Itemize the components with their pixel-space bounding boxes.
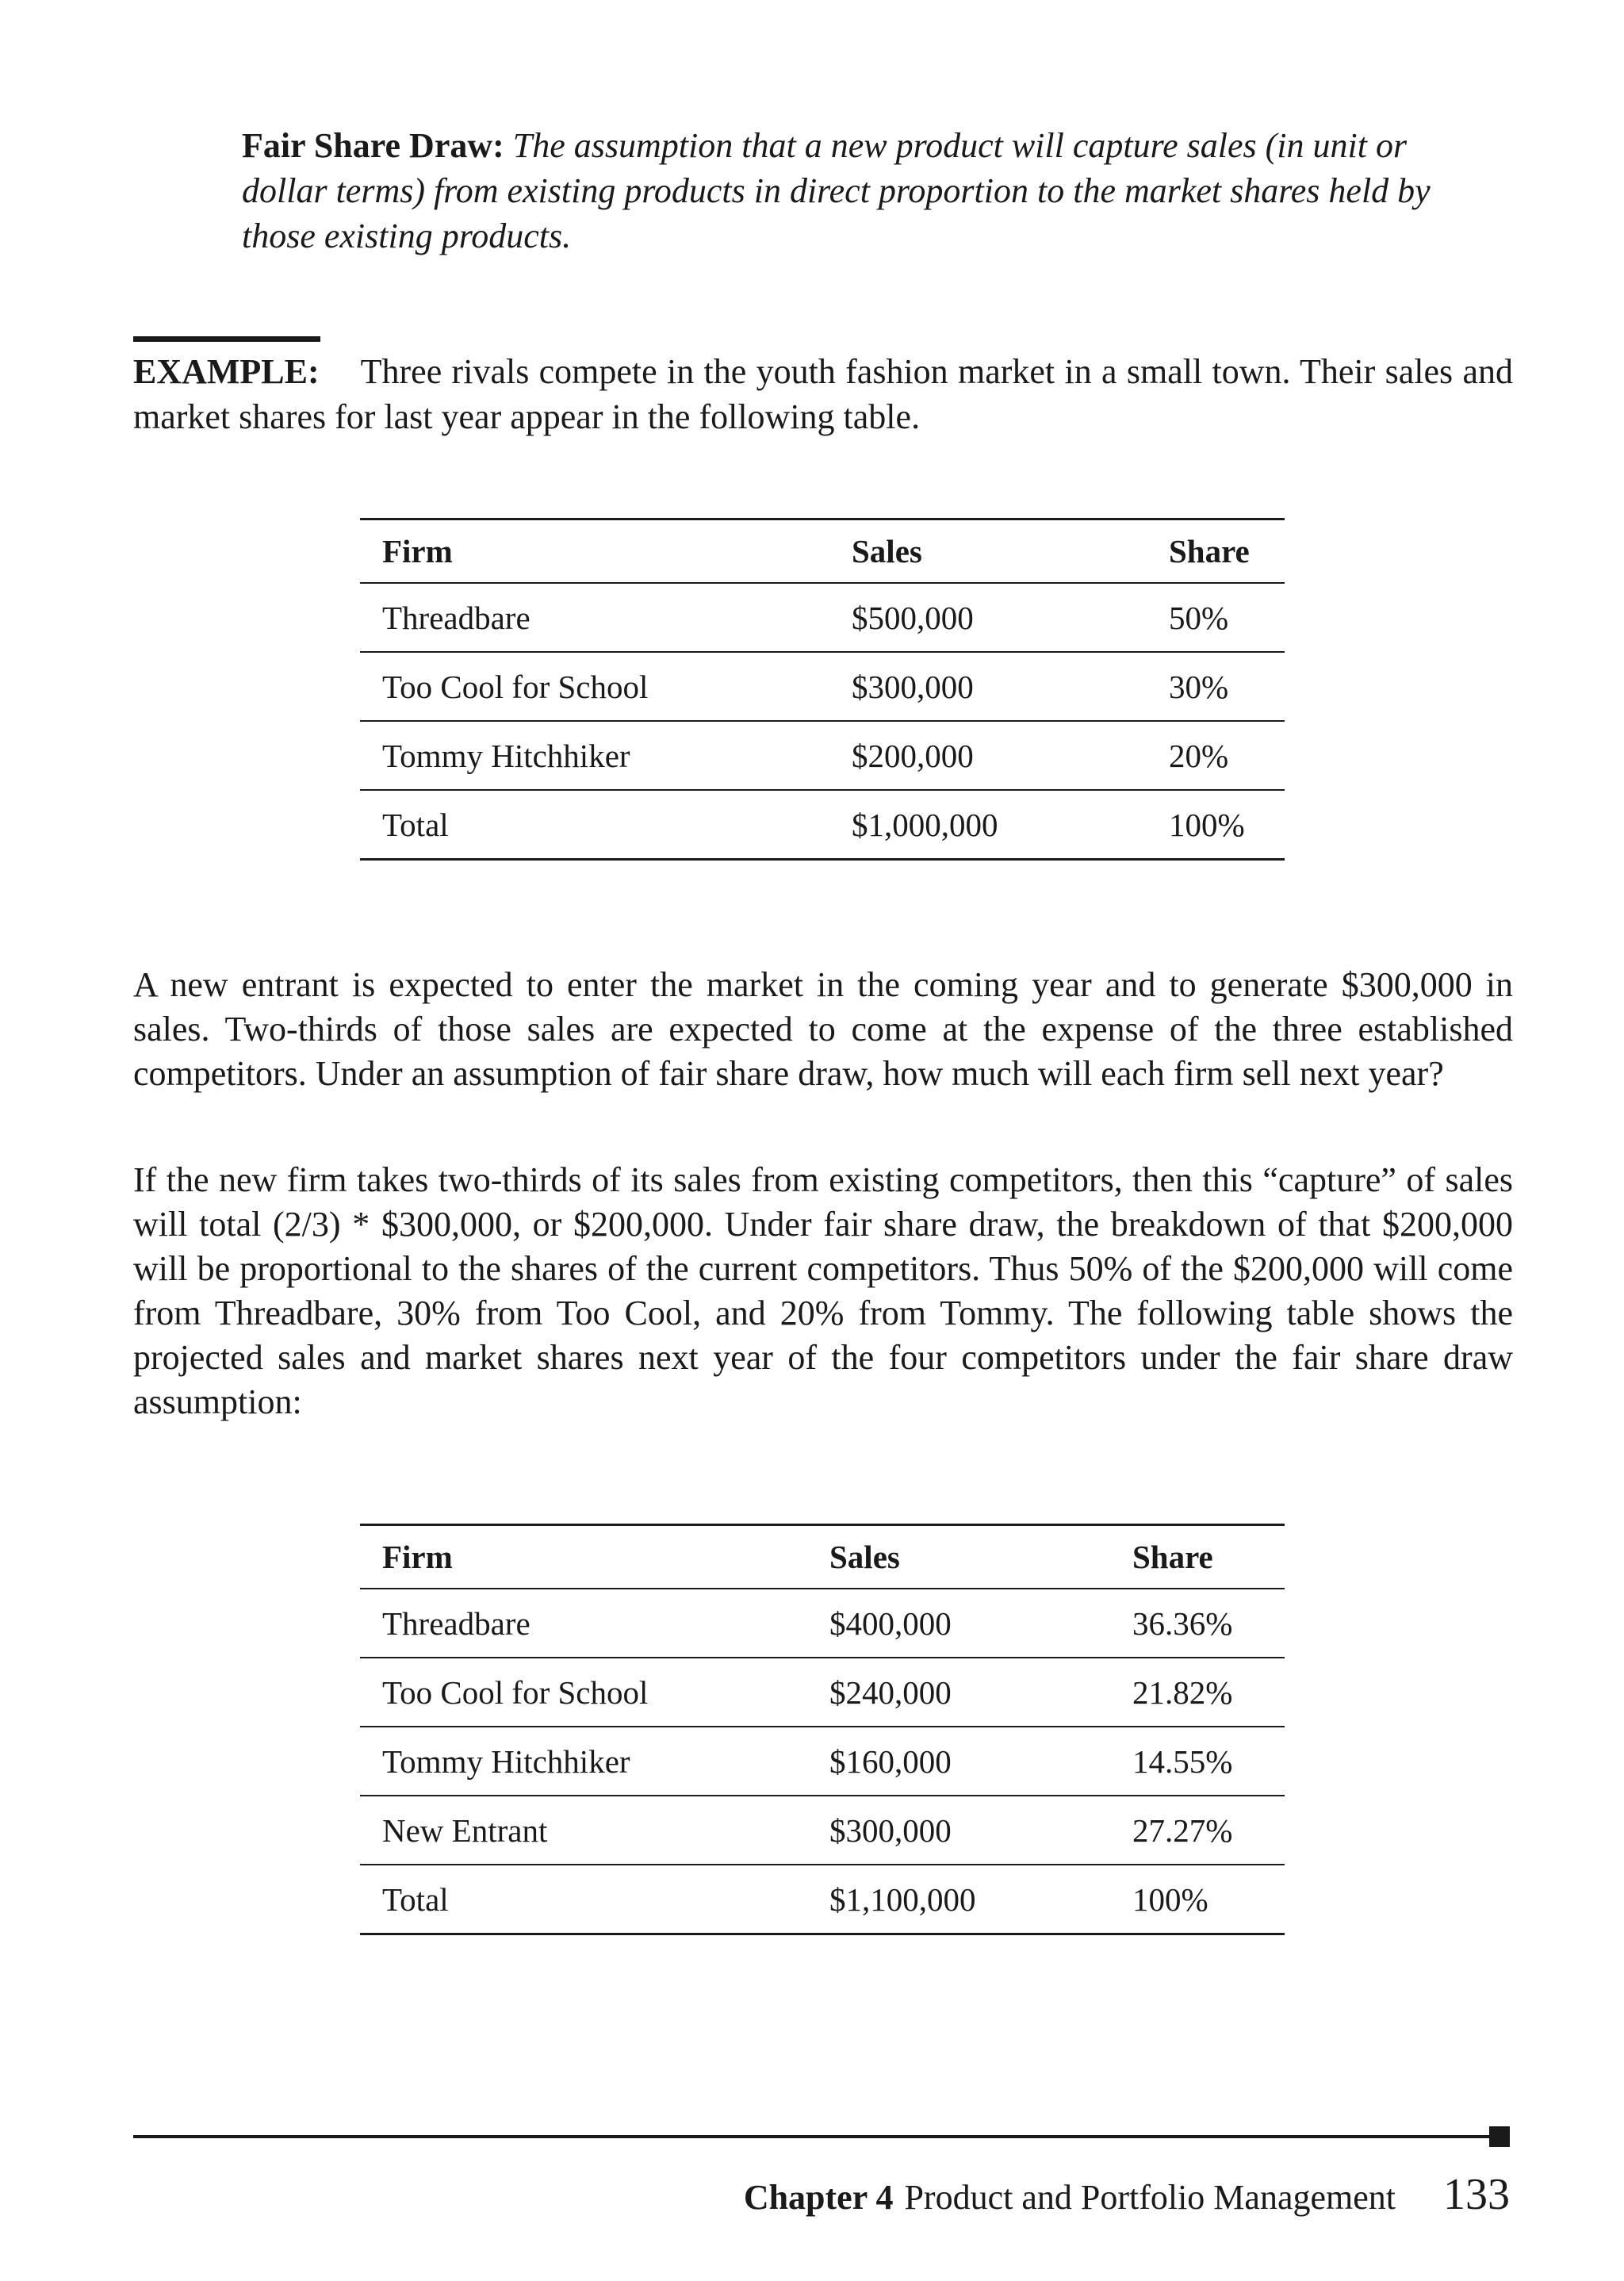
cell-share: 27.27% (1110, 1796, 1285, 1865)
definition-block (242, 123, 1487, 259)
table-row (360, 1796, 1285, 1865)
example-block (133, 349, 1513, 439)
cell-firm: Tommy Hitchhiker (360, 1727, 807, 1796)
table-row (360, 1658, 1285, 1727)
column-header-share: Share (1147, 519, 1285, 584)
cell-firm: New Entrant (360, 1796, 807, 1865)
column-header-firm: Firm (360, 1525, 807, 1589)
column-header-sales: Sales (807, 1525, 1110, 1589)
cell-share: 14.55% (1110, 1727, 1285, 1796)
cell-sales: $300,000 (807, 1796, 1110, 1865)
cell-sales: $240,000 (807, 1658, 1110, 1727)
column-header-sales: Sales (829, 519, 1147, 584)
cell-sales: $160,000 (807, 1727, 1110, 1796)
cell-share: 21.82% (1110, 1658, 1285, 1727)
table-row (360, 652, 1285, 721)
table-projected-shares (360, 1524, 1285, 1935)
cell-share: 50% (1147, 583, 1285, 652)
cell-sales: $400,000 (807, 1589, 1110, 1658)
table-row (360, 583, 1285, 652)
cell-share: 30% (1147, 652, 1285, 721)
cell-firm: Total (360, 1865, 807, 1934)
cell-firm: Tommy Hitchhiker (360, 721, 829, 790)
running-footer (744, 2169, 1510, 2220)
cell-share: 36.36% (1110, 1589, 1285, 1658)
table-row (360, 1589, 1285, 1658)
paragraph-question: A new entrant is expected to enter the market in the coming year and to generate $300,000 in sales. Two-thirds of those sales are expected to come at the expense of the three established competitors. Under an assumption of fair share draw, how much will each firm sell next year? (133, 965, 1513, 1093)
cell-share: 100% (1110, 1865, 1285, 1934)
cell-firm: Too Cool for School (360, 1658, 807, 1727)
footer-chapter-title: Product and Portfolio Management (904, 2178, 1396, 2217)
footer-chapter: Chapter 4 (743, 2178, 894, 2217)
cell-firm: Total (360, 790, 829, 860)
cell-sales: $1,000,000 (829, 790, 1147, 860)
table-header-row (360, 519, 1285, 584)
example-label: EXAMPLE: (133, 352, 320, 391)
footer-rule (133, 2135, 1500, 2138)
example-text: Three rivals compete in the youth fashion market in a small town. Their sales and market shares for last year appear in the following table. (133, 352, 1513, 436)
cell-sales: $500,000 (829, 583, 1147, 652)
cell-firm: Threadbare (360, 583, 829, 652)
cell-share: 20% (1147, 721, 1285, 790)
page-number: 133 (1443, 2170, 1510, 2219)
definition-text: The assumption that a new product will capture sales (in unit or dollar terms) from existing products in direct proportion to the market shares held by those existing products. (242, 126, 1431, 255)
cell-firm: Threadbare (360, 1589, 807, 1658)
table-row (360, 721, 1285, 790)
table-current-shares (360, 518, 1285, 861)
footer-square-marker (1489, 2126, 1510, 2147)
table-header-row (360, 1525, 1285, 1589)
cell-sales: $300,000 (829, 652, 1147, 721)
cell-firm: Too Cool for School (360, 652, 829, 721)
table-row (360, 1727, 1285, 1796)
definition-term: Fair Share Draw: (242, 126, 504, 165)
example-rule (133, 336, 320, 342)
paragraph-solution: If the new firm takes two-thirds of its sales from existing competitors, then this “capture” of sales will total (2/3) * $300,000, or $200,000. Under fair share draw, the breakdown of that $200,000 will be proportional to the shares of the current competitors. Thus 50% of the $200,000 will come from Threadbare, 30% from Too Cool, and 20% from Tommy. The following table shows the projected sales and market shares next year of the four competitors under the fair share draw assumption: (133, 1160, 1513, 1421)
table-row-total (360, 790, 1285, 860)
cell-sales: $200,000 (829, 721, 1147, 790)
cell-share: 100% (1147, 790, 1285, 860)
column-header-firm: Firm (360, 519, 829, 584)
cell-sales: $1,100,000 (807, 1865, 1110, 1934)
column-header-share: Share (1110, 1525, 1285, 1589)
table-row-total (360, 1865, 1285, 1934)
